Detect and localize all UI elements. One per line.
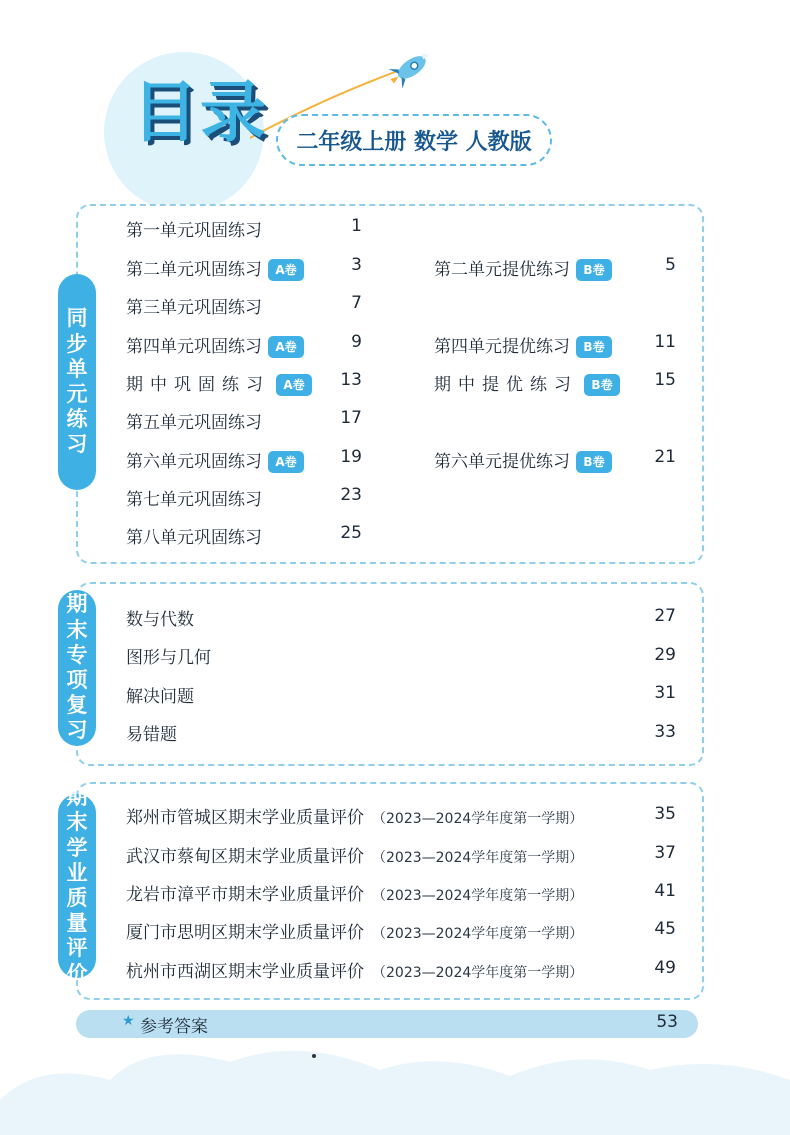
version-badge-b: B卷: [576, 259, 612, 281]
version-badge-b: B卷: [576, 336, 612, 358]
print-dot: [312, 1054, 316, 1058]
page-number: 23: [340, 485, 362, 505]
section-label-final-review: 期 末 专 项 复 习: [58, 590, 96, 746]
page-number: 15: [654, 370, 676, 390]
toc-entry[interactable]: 易错题: [126, 725, 177, 745]
toc-entry[interactable]: 数与代数: [126, 610, 194, 630]
term-note: （2023—2024学年度第一学期）: [372, 965, 584, 981]
page-number: 21: [654, 447, 676, 467]
version-badge-a: A卷: [268, 336, 304, 358]
toc-entry[interactable]: 武汉市蔡甸区期末学业质量评价 （2023—2024学年度第一学期）: [126, 847, 584, 867]
page-number: 9: [351, 332, 362, 352]
page-number: 19: [340, 447, 362, 467]
page-number: 35: [654, 804, 676, 824]
page-number: 45: [654, 919, 676, 939]
version-badge-b: B卷: [576, 451, 612, 473]
page-number: 13: [340, 370, 362, 390]
toc-entry[interactable]: 图形与几何: [126, 648, 211, 668]
version-badge-a: A卷: [276, 374, 312, 396]
page-number: 17: [340, 408, 362, 428]
version-badge-a: A卷: [268, 259, 304, 281]
page-number: 31: [654, 683, 676, 703]
page-number: 37: [654, 843, 676, 863]
toc-entry[interactable]: 杭州市西湖区期末学业质量评价 （2023—2024学年度第一学期）: [126, 962, 584, 982]
toc-entry[interactable]: 期中提优练习 B卷: [434, 370, 620, 396]
toc-entry[interactable]: 厦门市思明区期末学业质量评价 （2023—2024学年度第一学期）: [126, 923, 584, 943]
page-number: 27: [654, 606, 676, 626]
page-number: 29: [654, 645, 676, 665]
term-note: （2023—2024学年度第一学期）: [372, 811, 584, 827]
toc-entry[interactable]: 第五单元巩固练习: [126, 413, 262, 433]
page-number: 49: [654, 958, 676, 978]
page-number: 5: [665, 255, 676, 275]
toc-entry[interactable]: 龙岩市漳平市期末学业质量评价 （2023—2024学年度第一学期）: [126, 885, 584, 905]
version-badge-b: B卷: [584, 374, 620, 396]
star-icon: ★: [122, 1013, 135, 1029]
version-badge-a: A卷: [268, 451, 304, 473]
toc-entry[interactable]: 第二单元巩固练习 A卷: [126, 255, 304, 281]
page-title: 目录: [132, 74, 268, 151]
toc-entry[interactable]: 第六单元巩固练习 A卷: [126, 447, 304, 473]
toc-entry[interactable]: 第八单元巩固练习: [126, 528, 262, 548]
cloud-decoration: [0, 1040, 790, 1135]
page-number: 1: [351, 216, 362, 236]
section-label-unit-practice: 同 步 单 元 练 习: [58, 274, 96, 490]
toc-entry[interactable]: 第二单元提优练习 B卷: [434, 255, 612, 281]
toc-entry[interactable]: 第三单元巩固练习: [126, 298, 262, 318]
page-number: 33: [654, 722, 676, 742]
toc-entry[interactable]: 第六单元提优练习 B卷: [434, 447, 612, 473]
book-subtitle: 二年级上册 数学 人教版: [276, 114, 552, 166]
term-note: （2023—2024学年度第一学期）: [372, 926, 584, 942]
answers-label[interactable]: 参考答案: [140, 1017, 208, 1037]
section-label-final-assessment: 期 末 学 业 质 量 评 价: [58, 794, 96, 978]
toc-entry[interactable]: 第七单元巩固练习: [126, 490, 262, 510]
page-number: 53: [656, 1012, 678, 1032]
rocket-icon: [388, 48, 434, 88]
toc-entry[interactable]: 第一单元巩固练习: [126, 221, 262, 241]
page-number: 3: [351, 255, 362, 275]
page-number: 25: [340, 523, 362, 543]
term-note: （2023—2024学年度第一学期）: [372, 888, 584, 904]
toc-entry[interactable]: 期中巩固练习 A卷: [126, 370, 312, 396]
toc-entry[interactable]: 第四单元提优练习 B卷: [434, 332, 612, 358]
page-number: 11: [654, 332, 676, 352]
toc-entry[interactable]: 郑州市管城区期末学业质量评价 （2023—2024学年度第一学期）: [126, 808, 584, 828]
page-number: 7: [351, 293, 362, 313]
term-note: （2023—2024学年度第一学期）: [372, 850, 584, 866]
toc-entry[interactable]: 解决问题: [126, 687, 194, 707]
toc-entry[interactable]: 第四单元巩固练习 A卷: [126, 332, 304, 358]
page-number: 41: [654, 881, 676, 901]
